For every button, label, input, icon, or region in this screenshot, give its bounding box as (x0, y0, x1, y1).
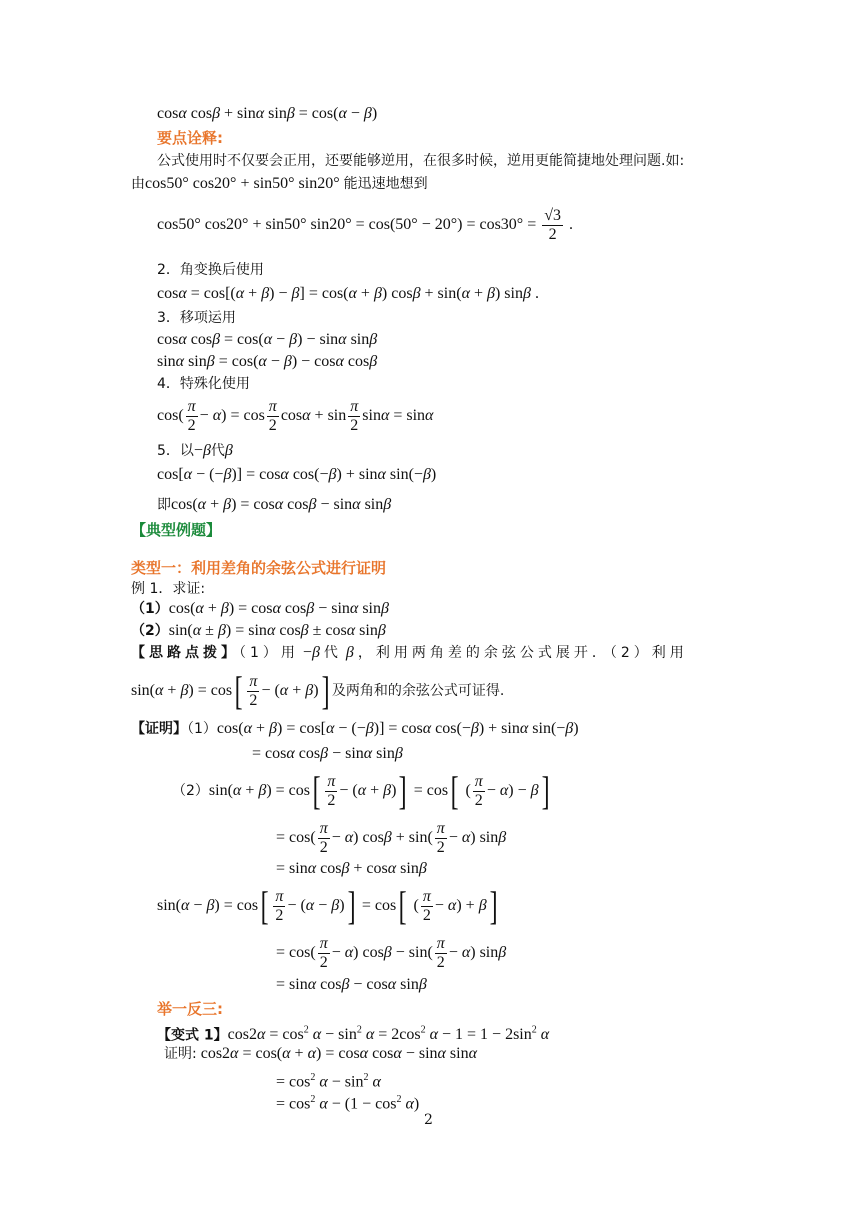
example-1-part2: （2）sin(α ± β) = sinα cosβ ± cosα sinβ (131, 622, 386, 639)
proof-part2-line1: （2）sin(α + β) = cos[ $\frac{\pi}{2}$ − (α + β)] = cos[ ( $\frac{\pi}{2}$ − α) − β] (172, 768, 550, 814)
practice-heading: 举一反三: (157, 1000, 223, 1018)
typical-examples-heading: 【典型例题】 (131, 521, 222, 539)
hint-line: 【思路点拨】（1）用 −β 代 β ，利用两角差的余弦公式展开．（2）利用 (131, 644, 688, 661)
paragraph-cont: 能迅速地想到 (343, 176, 428, 192)
variant1-proof-line3: = $\cos^2 \alpha - (1 - \cos^2 \alpha)$ (276, 1094, 420, 1113)
formula-angle-transform: cosα = cos[(α + β) − β] = cos(α + β) cosβ + sin(α + β) sinβ . (157, 285, 539, 302)
page-number: 2 (424, 1112, 433, 1128)
formula-transpose-1: cosα cosβ = cos(α − β) − sinα sinβ (157, 331, 378, 348)
key-point-heading: 要点诠释: (157, 129, 223, 147)
example-1-label: 例 1．求证: (131, 581, 206, 597)
paragraph-usage: 公式使用时不仅要会正用，还要能够逆用，在很多时候，逆用更能简捷地处理问题.如: (157, 153, 685, 169)
formula-difference-cosine: cosα cosβ + sinα sinβ = cos(α − β) (157, 105, 378, 122)
proof-line-2: = cosα cosβ − sinα sinβ (252, 745, 403, 762)
formula-special-case: cos( $\frac{\pi}{2}$ − α) = cos $\frac{\pi}{2}$ cosα + sin $\frac{\pi}{2}$ sinα = sinα (157, 397, 434, 434)
proof-part2-line6: = sinα cosβ − cosα sinβ (276, 976, 427, 993)
proof-part2-line4: sin(α − β) = cos[ $\frac{\pi}{2}$ − (α − β)] = cos[ ( $\frac{\pi}{2}$ − α) + β] (157, 883, 498, 929)
proof-line-1: 【证明】（1）cos(α + β) = cos[α − (−β)] = cosα cos(−β) + sinα sin(−β) (131, 720, 579, 737)
formula-sum-cosine: 即cos(α + β) = cosα cosβ − sinα sinβ (157, 496, 392, 513)
formula-neg-beta: cos[α − (−β)] = cosα cos(−β) + sinα sin(−β) (157, 466, 437, 483)
variant1-proof-line1: 证明: cos2α = cos(α + α) = cosα cosα − sinα sinα (164, 1045, 477, 1062)
item-5-heading: 5．以−β代β (157, 442, 233, 459)
item-3-heading: 3．移项运用 (157, 310, 236, 326)
variant1-line: 【变式 1】$\cos 2\alpha = \cos^2 \alpha - \sin^2 \alpha = 2\cos^2$ $\alpha - 1 = 1 - 2\sin^2$ α (157, 1025, 550, 1044)
fraction-sqrt3-over-2: $\frac{√3}{2}$ (544, 206, 561, 243)
type1-heading: 类型一：利用差角的余弦公式进行证明 (131, 559, 387, 577)
item-4-heading: 4．特殊化使用 (157, 376, 250, 392)
proof-part2-line5: = cos( $\frac{\pi}{2}$ − α) cosβ − sin( $\frac{\pi}{2}$ − α) sinβ (276, 934, 507, 971)
example-1-part1: （1）cos(α + β) = cosα cosβ − sinα sinβ (131, 600, 389, 617)
paragraph-example-line: 由cos50° cos20° + sin50° sin20° 能迅速地想到 (131, 175, 428, 192)
formula-cos30: cos50° cos20° + sin50° sin20° = cos(50° − 20°) = cos30° = $\frac{√3}{2}$ . (157, 206, 573, 243)
hint-line-2: sin(α + β) = cos[ $\frac{\pi}{2}$ − (α + β)] 及两角和的余弦公式可证得. (131, 668, 505, 714)
formula-transpose-2: sinα sinβ = cos(α − β) − cosα cosβ (157, 353, 378, 370)
item-2-heading: 2．角变换后使用 (157, 262, 264, 278)
proof-part2-line2: = cos( $\frac{\pi}{2}$ − α) cosβ + sin( $\frac{\pi}{2}$ − α) sinβ (276, 819, 507, 856)
variant1-proof-line2: = $\cos^2 \alpha - \sin^2 \alpha$ (276, 1072, 381, 1091)
proof-part2-line3: = sinα cosβ + cosα sinβ (276, 860, 427, 877)
